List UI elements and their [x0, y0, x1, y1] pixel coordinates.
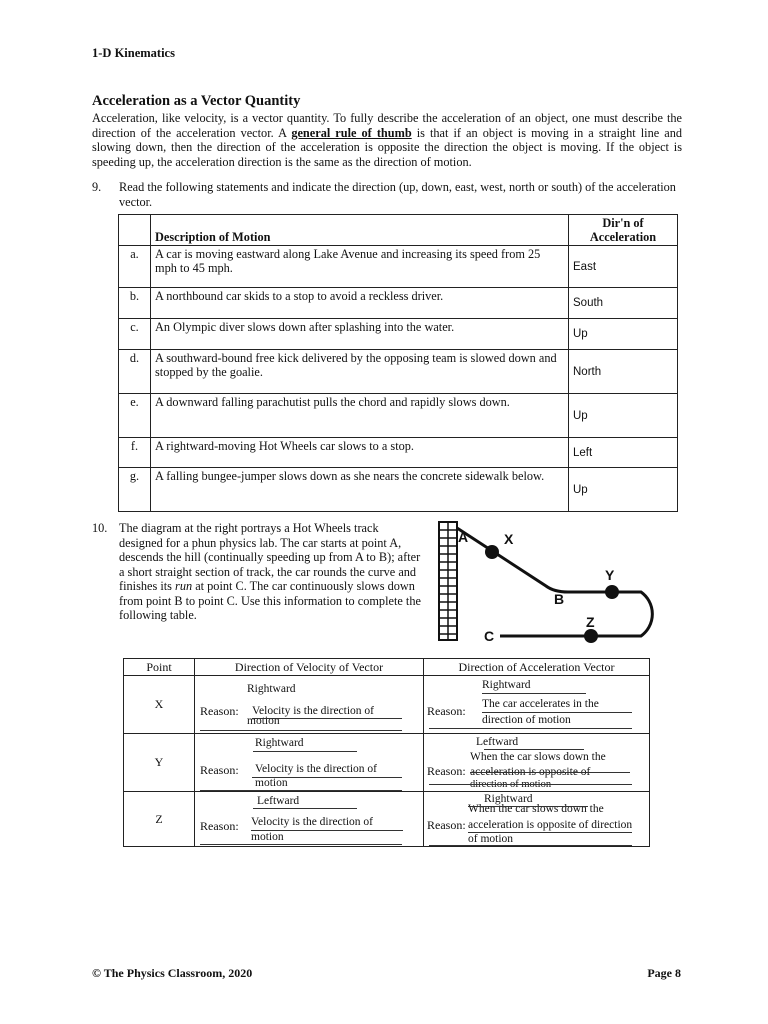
acceleration-reason-line1[interactable]: When the car slows down the — [470, 751, 606, 763]
q9-header-dir: Dir'n of Acceleration — [569, 215, 678, 246]
q9-row-desc: A car is moving eastward along Lake Avenue and increasing its speed from 25 mph to 45 mph. — [151, 246, 569, 288]
acceleration-reason-line1[interactable]: When the car slows down the — [468, 803, 604, 815]
acceleration-cell — [424, 734, 649, 791]
section-title: Acceleration as a Vector Quantity — [92, 93, 301, 109]
answer-underline — [429, 728, 632, 729]
page-header: 1-D Kinematics — [92, 46, 175, 60]
reason-label: Reason: — [427, 704, 466, 718]
acceleration-reason-line3[interactable]: direction of motion — [470, 779, 552, 790]
velocity-reason-line2[interactable]: motion — [255, 777, 288, 789]
q10-header-velocity: Direction of Velocity of Vector — [195, 659, 424, 676]
q9-row-letter: b. — [119, 288, 151, 319]
label-y: Y — [605, 567, 615, 583]
answer-underline — [468, 806, 588, 807]
q9-row-letter: c. — [119, 319, 151, 350]
q10-number: 10. — [92, 521, 108, 535]
label-a: A — [458, 529, 469, 545]
q10-header-point: Point — [124, 659, 195, 676]
section-intro — [92, 111, 682, 169]
q9-row-answer[interactable]: Left — [569, 438, 678, 468]
acceleration-reason-line3[interactable]: of motion — [468, 833, 514, 845]
q9-row-answer[interactable]: South — [569, 288, 678, 319]
q9-text: Read the following statements and indicate the direction (up, down, east, west, north or south) of the acceleration vector. — [119, 180, 676, 209]
q9-row-letter: a. — [119, 246, 151, 288]
q9-row-desc: An Olympic diver slows down after splashing into the water. — [151, 319, 569, 350]
intro-text-1: Acceleration, like velocity, is a vector quantity. To fully describe the acceleration of an object, one must describe the direction of the acceleration vector. A — [92, 111, 682, 140]
acceleration-reason-line2[interactable]: direction of motion — [482, 714, 571, 726]
label-c: C — [484, 628, 495, 644]
acceleration-cell — [424, 792, 649, 846]
q10-text-run: run — [175, 579, 193, 593]
q10-row-point: Z — [124, 792, 195, 847]
q10-header-acceleration: Direction of Acceleration Vector — [424, 659, 650, 676]
q9-row-answer[interactable]: East — [569, 246, 678, 288]
acceleration-direction[interactable]: Leftward — [476, 736, 519, 748]
reason-label: Reason: — [427, 764, 466, 778]
q9-header-blank — [119, 215, 151, 246]
acceleration-reason-line2[interactable]: acceleration is opposite of — [470, 766, 591, 778]
velocity-cell — [195, 734, 423, 791]
point-x-marker — [485, 545, 499, 559]
answer-underline — [253, 751, 357, 752]
wall — [439, 522, 457, 640]
answer-underline — [484, 749, 584, 750]
answer-underline — [482, 693, 586, 694]
q9-row-letter: g. — [119, 468, 151, 512]
point-y-marker — [605, 585, 619, 599]
velocity-reason-line1[interactable]: Velocity is the direction of — [252, 705, 374, 717]
velocity-direction[interactable]: Rightward — [247, 683, 296, 695]
reason-label: Reason: — [427, 818, 466, 832]
q9-row-letter: d. — [119, 350, 151, 394]
q10-row-point: X — [124, 676, 195, 734]
q9-row-answer[interactable]: Up — [569, 468, 678, 512]
label-x: X — [504, 531, 514, 547]
answer-underline — [429, 845, 632, 846]
acceleration-reason-line2[interactable]: acceleration is opposite of direction — [468, 819, 633, 831]
answer-underline — [252, 718, 402, 719]
q9-table — [118, 214, 678, 512]
footer-copyright: © The Physics Classroom, 2020 — [92, 966, 253, 980]
acceleration-direction[interactable]: Rightward — [482, 679, 531, 691]
acceleration-direction[interactable]: Rightward — [484, 793, 533, 805]
q9-row-letter: f. — [119, 438, 151, 468]
q10-text-2: at point C. The car continuously slows down from point B to point C. Use this information to complete the following table. — [119, 579, 421, 622]
q9-row-desc: A rightward-moving Hot Wheels car slows to a stop. — [151, 438, 569, 468]
answer-underline — [482, 712, 632, 713]
velocity-cell — [195, 676, 423, 733]
q10-row-point: Y — [124, 734, 195, 792]
acceleration-cell — [424, 676, 649, 733]
q9-number: 9. — [92, 180, 102, 194]
footer-page-number: Page 8 — [647, 966, 681, 980]
q9-row-answer[interactable]: Up — [569, 394, 678, 438]
reason-label: Reason: — [200, 704, 239, 718]
velocity-direction[interactable]: Leftward — [257, 795, 300, 807]
q9-row-desc: A downward falling parachutist pulls the chord and rapidly slows down. — [151, 394, 569, 438]
acceleration-reason-line1[interactable]: The car accelerates in the — [482, 698, 599, 710]
track-diagram — [436, 516, 676, 648]
q10-text — [119, 521, 424, 623]
answer-underline — [253, 808, 357, 809]
reason-label: Reason: — [200, 819, 239, 833]
answer-underline — [200, 790, 402, 791]
q9-header-desc: Description of Motion — [151, 215, 569, 246]
answer-underline — [470, 772, 630, 773]
track — [457, 528, 652, 636]
q10-table — [123, 658, 650, 847]
velocity-direction[interactable]: Rightward — [255, 737, 304, 749]
q9-row-answer[interactable]: North — [569, 350, 678, 394]
velocity-reason-line2[interactable]: motion — [247, 715, 280, 727]
answer-underline — [200, 730, 402, 731]
q9-row-answer[interactable]: Up — [569, 319, 678, 350]
velocity-reason-line1[interactable]: Velocity is the direction of — [255, 763, 377, 775]
point-z-marker — [584, 629, 598, 643]
intro-text-2: is that if an object is moving in a straight line and slowing down, then the direction of the acceleration is opposite the direction the object is moving. If the object is speeding up, the acceleration direction is the same as the direction of motion. — [92, 125, 683, 169]
q9-row-desc: A southward-bound free kick delivered by the opposing team is slowed down and stopped by the goalie. — [151, 350, 569, 394]
label-b: B — [554, 591, 565, 607]
reason-label: Reason: — [200, 763, 239, 777]
answer-underline — [200, 844, 402, 845]
label-z: Z — [586, 614, 595, 630]
velocity-reason-line2[interactable]: motion — [251, 831, 284, 843]
velocity-cell — [195, 792, 423, 846]
q9-row-letter: e. — [119, 394, 151, 438]
answer-underline — [429, 784, 632, 785]
intro-rule-of-thumb: general rule of thumb — [291, 125, 412, 140]
q9-row-desc: A falling bungee-jumper slows down as she nears the concrete sidewalk below. — [151, 468, 569, 512]
velocity-reason-line1[interactable]: Velocity is the direction of — [251, 816, 373, 828]
q10-text-1: The diagram at the right portrays a Hot Wheels track designed for a phun physics lab. The car starts at point A, descends the hill (continually speeding up from A to B); after a short straight section of track, the car rounds the curve and finishes its — [119, 521, 421, 593]
q9-row-desc: A northbound car skids to a stop to avoid a reckless driver. — [151, 288, 569, 319]
